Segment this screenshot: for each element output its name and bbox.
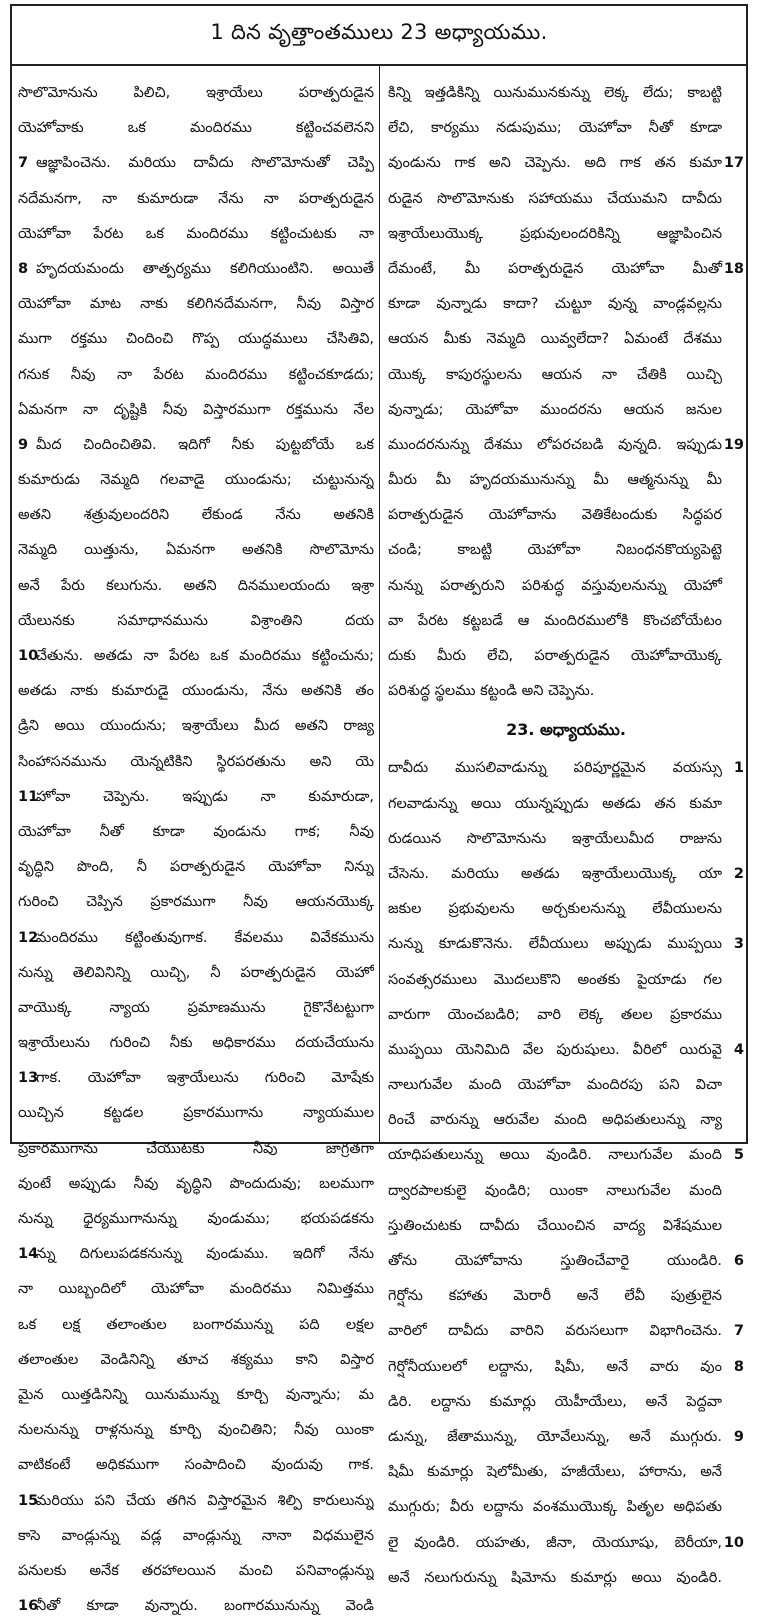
- text-line: [388, 393, 744, 428]
- page-frame: [10, 4, 748, 1615]
- line-text: తోను యెహోవాను స్తుతించేవారై యుండిరి.: [388, 1253, 722, 1269]
- line-text: షిమీ కుమార్లు షెలోమీతు, హజీయేలు, హారాను, అనే: [388, 1464, 722, 1481]
- line-text: నులనున్ను రాళ్లనున్ను కూర్చి వుంచితిని; నీవు యింకా: [18, 1422, 374, 1439]
- text-line: [18, 1202, 374, 1237]
- line-text: యాధిపతులున్ను అయి వుండిరి. నాలుగువేల మంది: [388, 1147, 722, 1164]
- text-line: [18, 217, 374, 252]
- text-line: [18, 674, 374, 709]
- line-text: స్తుతించుటకు దావీదు చేయించిన వాద్య విశేషముల: [388, 1217, 722, 1234]
- verse-number: 13: [18, 1070, 39, 1087]
- text-line: [18, 1413, 374, 1448]
- text-line: [18, 252, 374, 287]
- text-line: [388, 857, 744, 892]
- text-line: [388, 428, 744, 463]
- line-text: ఏమనగా నా దృష్టికి నీవు విస్తారముగా రక్తమును నేల: [18, 401, 374, 418]
- line-text: యెహోవా పేరట ఒక మందిరము కట్టించుటకు నా: [18, 225, 374, 242]
- text-line: [18, 1519, 374, 1554]
- line-text: అనే నలుగురున్ను షిమోను కుమార్లు అయి వుండిరి.: [388, 1569, 722, 1586]
- text-line: [18, 1132, 374, 1167]
- line-text: సొలొమోనును పిలిచి, ఇశ్రాయేలు పరాత్పరుడైన: [18, 85, 374, 101]
- text-line: [18, 921, 374, 956]
- verse-number: 9: [18, 436, 29, 453]
- line-text: కుమారుడు నెమ్మది గలవాడై యుండును; చుట్టునున్న: [18, 472, 374, 489]
- line-text: వున్నాడు; యెహోవా ముందరను ఆయన జనుల: [388, 401, 722, 418]
- text-line: [388, 892, 744, 927]
- line-text: లేచి, కార్యము నడుపుము; యెహోవా నీతో కూడా: [388, 120, 722, 137]
- line-text: దావీదు ముసలివాడున్ను పరిపూర్ణమైన వయస్సు: [388, 760, 722, 777]
- verse-number: 10: [723, 1534, 744, 1551]
- text-line: [388, 1279, 744, 1314]
- verse-number: 17: [723, 155, 744, 172]
- line-text: గలవాడున్ను అయి యున్నప్పుడు అతడు తన కుమా: [388, 795, 722, 812]
- right-column: [388, 76, 744, 1596]
- line-text: వుండును గాక అని చెప్పెను. అది గాక తన కుమా: [388, 155, 722, 172]
- line-text: డున్ను, జేతామున్ను, యోవేలున్ను, అనే ముగ్గురు.: [388, 1428, 722, 1445]
- line-text: యేలునకు సమాధానమును విశ్రాంతిని దయ: [18, 612, 374, 629]
- line-text: గెర్షోనీయులలో లద్దాను, షిమీ, అనే వారు వుం: [388, 1358, 722, 1375]
- page-title: 1 దిన వృత్తాంతములు 23 అధ్యాయము.: [210, 20, 548, 44]
- text-line: [388, 533, 744, 568]
- text-line: [388, 963, 744, 998]
- text-line: [388, 1174, 744, 1209]
- verse-number: 16: [18, 1598, 39, 1615]
- text-line: [388, 1526, 744, 1561]
- line-text: ముందరనున్ను దేశము లోపరచబడి వున్నది. ఇప్పుడు: [388, 436, 722, 453]
- text-line: [388, 322, 744, 357]
- text-line: [18, 1484, 374, 1519]
- line-text: మందిరము కట్టింతువుగాక. కేవలము వివేకమును: [36, 929, 374, 946]
- verse-number: 2: [733, 865, 744, 882]
- text-line: [388, 1350, 744, 1385]
- line-text: హోవా చెప్పెను. ఇప్పుడు నా కుమారుడా,: [36, 788, 374, 805]
- line-text: ఇశ్రాయేలుయొక్క ప్రభువులందరికిన్ని ఆజ్ఞాపించిన: [388, 225, 722, 242]
- left-column: [18, 76, 374, 1624]
- text-line: [18, 146, 374, 181]
- text-line: [18, 1554, 374, 1589]
- text-line: [18, 358, 374, 393]
- verse-number: 15: [18, 1492, 39, 1509]
- page-header: [12, 6, 746, 66]
- line-text: యొక్క కాపురస్థులను ఆయన నా చేతికి యిచ్చి: [388, 366, 722, 383]
- line-text: ఆయన మీకు నెమ్మది యివ్వలేదా? ఏమంటే దేశము: [388, 331, 722, 348]
- line-text: సంవత్సరములు మొదలుకొని అంతకు పైయాడు గల: [388, 971, 722, 988]
- line-text: రించే వారున్ను ఆరువేల మంది అధిపతులున్ను న్యా: [388, 1112, 722, 1129]
- line-text: గాక. యెహోవా ఇశ్రాయేలును గురించి మోషేకు: [36, 1070, 374, 1087]
- line-text: అతని శత్రువులందరిని లేకుండ నేను అతనికి: [18, 507, 374, 524]
- text-line: [18, 780, 374, 815]
- text-line: [388, 217, 744, 252]
- line-text: ముప్పయి యెనిమిది వేల పురుషులు. వీరిలో యిరువై: [388, 1041, 722, 1058]
- line-text: ఒక లక్ష తలాంతుల బంగారమున్ను పది లక్షల: [18, 1316, 374, 1333]
- text-line: [388, 1385, 744, 1420]
- text-line: [388, 498, 744, 533]
- verse-number: 7: [733, 1323, 744, 1340]
- line-text: ముగ్గురు; వీరు లద్దాను వంశముయొక్క పితృల అధిపతు: [388, 1499, 722, 1516]
- line-text: నున్ను పరాత్పరుని పరిశుద్ధ వస్తువులనున్ను యెహో: [388, 577, 722, 594]
- text-line: [388, 1455, 744, 1490]
- line-text: గనుక నీవు నా పేరట మందిరము కట్టించకూడదు;: [18, 366, 374, 383]
- text-line: [18, 1378, 374, 1413]
- line-text: చేతును. అతడు నా పేరట ఒక మందిరము కట్టించును;: [36, 648, 374, 664]
- text-line: [18, 1589, 374, 1624]
- text-line: [388, 604, 744, 639]
- text-line: [18, 991, 374, 1026]
- line-text: తలాంతుల వెండినిన్ని తూచ శక్యము కాని విస్తార: [18, 1351, 374, 1368]
- verse-number: 8: [18, 260, 29, 277]
- line-text: యెహోవా నీతో కూడా వుండును గాక; నీవు: [18, 823, 374, 840]
- line-text: వారిలో దావీదు వారిని వరుసలుగా విభాగించెను.: [388, 1323, 722, 1340]
- verse-number: 4: [733, 1041, 744, 1058]
- text-line: [388, 1138, 744, 1173]
- verse-number: 12: [18, 929, 39, 946]
- line-text: కిన్ని ఇత్తడికిన్ని యినుమునకున్ను లెక్క లేదు; కాబట్టి: [388, 85, 722, 101]
- text-line: [388, 787, 744, 822]
- line-text: నీతో కూడా వున్నారు. బంగారమునున్ను వెండి: [36, 1598, 374, 1615]
- text-line: [388, 287, 744, 322]
- verse-number: 9: [733, 1428, 744, 1445]
- line-text: వృద్ధిని పొంది, నీ పరాత్పరుడైన యెహోవా నిన్ను: [18, 859, 374, 876]
- verse-number: 14: [18, 1246, 39, 1263]
- text-line: [388, 569, 744, 604]
- line-text: రుడయిన సొలొమోనును ఇశ్రాయేలుమీద రాజును: [388, 830, 722, 847]
- line-text: నదేమనగా, నా కుమారుడా నేను నా పరాత్పరుడైన: [18, 190, 374, 207]
- column-divider: [379, 66, 380, 1142]
- verse-number: 5: [733, 1147, 744, 1164]
- line-text: ఇశ్రాయేలును గురించి నీకు అధికారము దయచేయును: [18, 1035, 374, 1052]
- verse-number: 8: [733, 1358, 744, 1375]
- verse-number: 18: [723, 260, 744, 277]
- line-text: నున్ను కూడుకొనెను. లేవీయులు అప్పుడు ముప్పయి: [388, 936, 722, 953]
- text-line: [18, 1237, 374, 1272]
- text-line: [18, 287, 374, 322]
- text-line: [18, 393, 374, 428]
- line-text: యిచ్చిన కట్టడల ప్రకారముగాను న్యాయముల: [18, 1105, 374, 1122]
- line-text: మరియు పని చేయ తగిన విస్తారమైన శిల్పి కారులున్ను: [36, 1492, 374, 1509]
- line-text: డిరి. లద్దాను కుమార్లు యెహీయేలు, అనే పెద్దవా: [388, 1393, 722, 1410]
- verse-number: 19: [723, 436, 744, 453]
- line-text: ప్రకారముగాను చేయుటకు నీవు జాగ్రతగా: [18, 1140, 374, 1157]
- line-text: దేమంటే, మీ పరాత్పరుడైన యెహోవా మీతో: [388, 260, 722, 277]
- text-line: [18, 322, 374, 357]
- line-text: సింహాసనమును యెన్నటికిని స్థిరపరతును అని యె: [18, 753, 374, 770]
- line-text: పనులకు అనేక తరహాలయిన మంచి పనివాండ్లున్ను: [18, 1562, 374, 1579]
- line-text: ఆజ్ఞాపించెను. మరియు దావీదు సొలొమోనుతో చెప్పి: [36, 155, 374, 172]
- text-line: [18, 1096, 374, 1131]
- verse-number: 11: [18, 788, 39, 805]
- text-line: [18, 815, 374, 850]
- text-line: [388, 111, 744, 146]
- text-line: [18, 956, 374, 991]
- chapter-heading: 23. అధ్యాయము.: [506, 720, 626, 740]
- text-line: [388, 1209, 744, 1244]
- line-text: నున్ను ధైర్యముగానున్ను వుండుము; భయపడకను: [18, 1211, 374, 1227]
- line-text: గురించి చెప్పిన ప్రకారముగా నీవు ఆయనయొక్క: [18, 894, 374, 911]
- text-line: [18, 428, 374, 463]
- text-line: [18, 639, 374, 674]
- text-line: [388, 182, 744, 217]
- line-text: డ్రిని అయి యుందును; ఇశ్రాయేలు మీద అతని రాజ్య: [18, 718, 374, 735]
- text-line: [18, 709, 374, 744]
- line-text: వాటికంటే అధికముగా సంపాదించి వుందువు గాక.: [18, 1457, 374, 1474]
- line-text: లై వుండిరి. యహతు, జీనా, యెయూషు, బెరీయా,: [388, 1534, 722, 1551]
- line-text: చేసెను. మరియు అతడు ఇశ్రాయేలుయొక్క యా: [388, 865, 722, 882]
- text-line: [388, 822, 744, 857]
- verse-number: 1: [733, 760, 744, 777]
- text-line: [388, 639, 744, 674]
- line-text: నెమ్మది యిత్తును, ఏమనగా అతనికి సొలొమోను: [18, 542, 374, 559]
- text-line: [18, 463, 374, 498]
- text-line: [18, 1026, 374, 1061]
- line-text: మీద చిందించితివి. ఇదిగో నీకు పుట్టబోయే ఒక: [36, 436, 374, 453]
- line-text: న్ను దిగులుపడకనున్ను వుండుము. ఇదిగో నేను: [36, 1246, 374, 1263]
- text-line: [388, 146, 744, 181]
- line-text: కూడా వున్నాడు కాదా? చుట్టూ వున్న వాండ్లవల్లను: [388, 296, 722, 313]
- line-text: మైన యిత్తడినిన్ని యినుమున్ను కూర్చి వున్నాను; మ: [18, 1386, 374, 1403]
- verse-number: 10: [18, 648, 39, 664]
- line-text: చండి; కాబట్టి యెహోవా నిబంధనకొయ్యపెట్టె: [388, 542, 722, 559]
- line-text: రుడైన సొలొమోనుకు సహాయము చేయుమని దావీదు: [388, 190, 722, 207]
- line-text: వుంటే అప్పుడు నీవు వృద్ధిని పొందుదువు; బలముగా: [18, 1175, 374, 1192]
- line-text: ముగా రక్తము చిందించి గొప్ప యుద్ధములు చేసితివి,: [18, 331, 374, 348]
- line-text: పరాత్పరుడైన యెహోవాను వెతికేటందుకు సిద్ధపర: [388, 507, 722, 524]
- text-line: [388, 1314, 744, 1349]
- line-text: జకుల ప్రభువులను అర్చకులనున్ను లేవీయులను: [388, 901, 722, 918]
- text-line: [18, 1272, 374, 1307]
- text-line: [388, 1244, 744, 1279]
- verse-number: 3: [733, 936, 744, 953]
- line-text: అతడు నాకు కుమారుడై యుండును, నేను అతనికి తం: [18, 683, 374, 700]
- text-line: [388, 1490, 744, 1525]
- text-line: [388, 998, 744, 1033]
- text-line: [18, 1167, 374, 1202]
- line-text: నాలుగువేల మంది యెహోవా మందిరపు పని విచా: [388, 1077, 722, 1094]
- line-text: ద్వారపాలకులై వుండిరి; యింకా నాలుగువేల మంది: [388, 1182, 722, 1199]
- text-line: [388, 463, 744, 498]
- line-text: దుకు మీరు లేచి, పరాత్పరుడైన యెహోవాయొక్క: [388, 648, 722, 664]
- text-line: [388, 1420, 744, 1455]
- line-text: కాసె వాండ్లున్ను వడ్ల వాండ్లున్ను నానా విధములైన: [18, 1527, 374, 1544]
- line-text: వా పేరట కట్టబడే ఆ మందిరములోకి కొంచబోయేటం: [388, 612, 722, 629]
- text-line: [18, 604, 374, 639]
- line-text: పరిశుద్ధ స్థలము కట్టండి అని చెప్పెను.: [388, 683, 595, 700]
- line-text: యెహోవా మాట నాకు కలిగినదేమనగా, నీవు విస్తార: [18, 296, 374, 313]
- text-line: [388, 252, 744, 287]
- text-line: [18, 533, 374, 568]
- verse-number: 7: [18, 155, 29, 172]
- line-text: అనే పేరు కలుగును. అతని దినములయందు ఇశ్రా: [18, 577, 374, 594]
- text-line: [388, 1103, 744, 1138]
- text-line: [18, 498, 374, 533]
- text-line: [18, 182, 374, 217]
- text-line: [18, 569, 374, 604]
- text-line: [18, 1061, 374, 1096]
- line-text: వారుగా యెంచబడిరి; వారి లెక్క తలల ప్రకారము: [388, 1006, 722, 1023]
- line-text: నున్ను తెలివినిన్ని యిచ్చి, నీ పరాత్పరుడైన యెహో: [18, 964, 374, 981]
- text-line: [388, 1033, 744, 1068]
- text-line: [18, 76, 374, 111]
- text-line: [388, 1068, 744, 1103]
- verse-number: 6: [733, 1253, 744, 1269]
- text-line: [388, 1561, 744, 1596]
- text-line: [388, 358, 744, 393]
- line-text: యెహోవాకు ఒక మందిరము కట్టించవలెనని: [18, 120, 374, 137]
- line-text: హృదయమందు తాత్పర్యము కలిగియుంటిని. అయితే: [36, 260, 374, 277]
- line-text: మీరు మీ హృదయమునున్ను మీ ఆత్మనున్ను మీ: [388, 472, 722, 489]
- text-line: [18, 850, 374, 885]
- text-line: [18, 1308, 374, 1343]
- text-line: [18, 1343, 374, 1378]
- text-line: [388, 674, 744, 709]
- text-line: [18, 1448, 374, 1483]
- line-text: నా యిబ్బందిలో యెహోవా మందిరము నిమిత్తము: [18, 1281, 374, 1298]
- text-line: [388, 927, 744, 962]
- text-line: [388, 76, 744, 111]
- line-text: గెర్షోను కహాతు మెరారీ అనే లేవీ పుత్రులైన: [388, 1288, 722, 1305]
- text-line: [388, 751, 744, 786]
- text-line: [18, 885, 374, 920]
- text-line: [18, 111, 374, 146]
- line-text: వాయొక్క న్యాయ ప్రమాణమును గైకొనేటట్టుగా: [18, 999, 374, 1016]
- text-line: [18, 745, 374, 780]
